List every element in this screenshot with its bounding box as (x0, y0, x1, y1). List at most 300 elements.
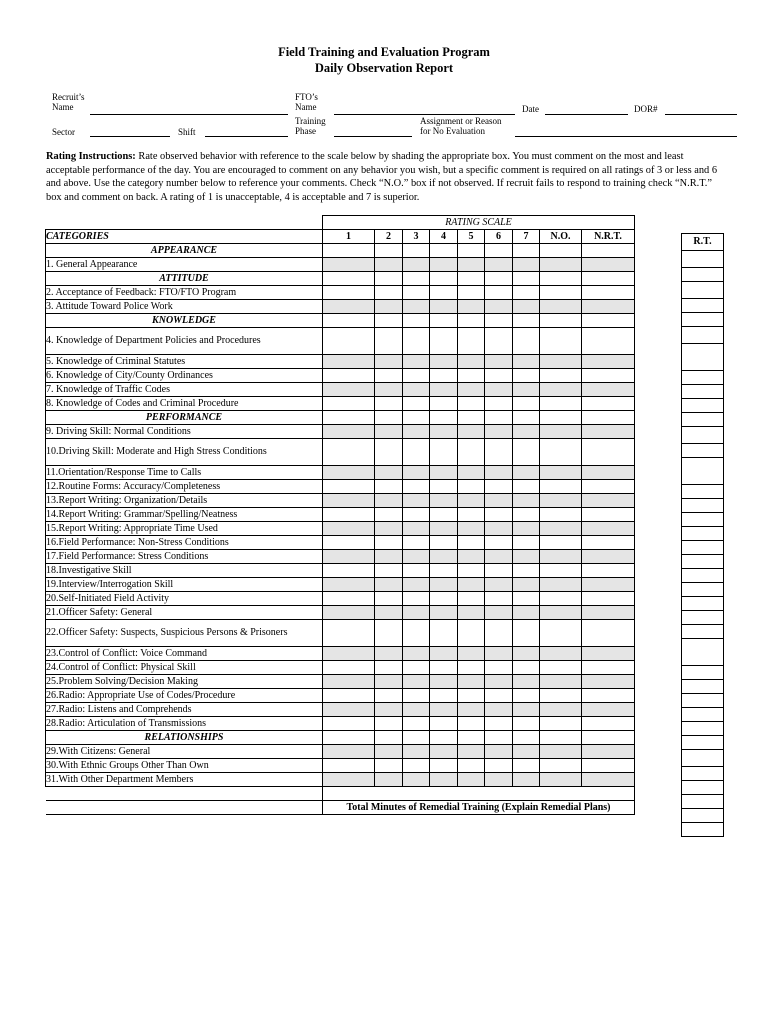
rating-cell[interactable] (540, 258, 582, 272)
rating-cell[interactable] (485, 355, 513, 369)
rt-cell[interactable] (682, 694, 724, 708)
rating-cell[interactable] (430, 661, 458, 675)
rating-cell[interactable] (513, 411, 540, 425)
rt-cell[interactable] (682, 680, 724, 694)
rating-cell[interactable] (323, 328, 375, 355)
rating-cell[interactable] (403, 564, 430, 578)
rating-cell[interactable] (582, 759, 635, 773)
rating-cell[interactable] (375, 494, 403, 508)
rating-cell[interactable] (430, 522, 458, 536)
rating-cell[interactable] (430, 272, 458, 286)
rating-cell[interactable] (430, 244, 458, 258)
rating-cell[interactable] (458, 745, 485, 759)
rt-cell[interactable] (682, 268, 724, 282)
rating-cell[interactable] (430, 300, 458, 314)
rating-cell[interactable] (540, 717, 582, 731)
rating-cell[interactable] (375, 661, 403, 675)
rating-cell[interactable] (323, 773, 375, 787)
rating-cell[interactable] (403, 466, 430, 480)
rating-cell[interactable] (403, 439, 430, 466)
rt-cell[interactable] (682, 371, 724, 385)
rating-cell[interactable] (430, 759, 458, 773)
rating-cell[interactable] (403, 606, 430, 620)
rating-cell[interactable] (540, 759, 582, 773)
rating-cell[interactable] (375, 647, 403, 661)
rating-cell[interactable] (485, 578, 513, 592)
rating-cell[interactable] (323, 314, 375, 328)
rating-cell[interactable] (403, 689, 430, 703)
rating-cell[interactable] (513, 286, 540, 300)
rating-cell[interactable] (582, 286, 635, 300)
rating-cell[interactable] (375, 550, 403, 564)
rating-cell[interactable] (513, 620, 540, 647)
rt-cell[interactable] (682, 597, 724, 611)
rating-cell[interactable] (485, 675, 513, 689)
rating-cell[interactable] (323, 606, 375, 620)
rating-cell[interactable] (430, 314, 458, 328)
rating-cell[interactable] (430, 689, 458, 703)
rating-cell[interactable] (540, 606, 582, 620)
rating-cell[interactable] (323, 745, 375, 759)
rating-cell[interactable] (430, 383, 458, 397)
rating-cell[interactable] (582, 272, 635, 286)
rating-cell[interactable] (375, 508, 403, 522)
rating-cell[interactable] (403, 494, 430, 508)
rating-cell[interactable] (582, 578, 635, 592)
rating-cell[interactable] (458, 383, 485, 397)
rating-cell[interactable] (582, 661, 635, 675)
rating-cell[interactable] (582, 745, 635, 759)
rating-cell[interactable] (375, 466, 403, 480)
rt-cell[interactable] (682, 611, 724, 625)
rating-cell[interactable] (323, 369, 375, 383)
rating-cell[interactable] (375, 564, 403, 578)
rating-cell[interactable] (458, 494, 485, 508)
rating-cell[interactable] (540, 661, 582, 675)
rt-cell[interactable] (682, 708, 724, 722)
rating-cell[interactable] (513, 717, 540, 731)
rating-cell[interactable] (582, 397, 635, 411)
rating-cell[interactable] (458, 661, 485, 675)
rating-cell[interactable] (403, 536, 430, 550)
rating-cell[interactable] (513, 258, 540, 272)
rating-cell[interactable] (540, 773, 582, 787)
rating-cell[interactable] (540, 300, 582, 314)
rating-cell[interactable] (513, 300, 540, 314)
rating-cell[interactable] (485, 244, 513, 258)
rating-cell[interactable] (485, 508, 513, 522)
rating-cell[interactable] (540, 522, 582, 536)
date-field[interactable] (545, 114, 628, 115)
rating-cell[interactable] (513, 383, 540, 397)
rt-cell[interactable] (682, 313, 724, 327)
rating-cell[interactable] (513, 397, 540, 411)
rating-cell[interactable] (403, 369, 430, 383)
rating-cell[interactable] (430, 578, 458, 592)
rating-cell[interactable] (375, 272, 403, 286)
rating-cell[interactable] (375, 411, 403, 425)
rating-cell[interactable] (540, 731, 582, 745)
rating-cell[interactable] (403, 258, 430, 272)
rating-cell[interactable] (540, 480, 582, 494)
rating-cell[interactable] (485, 328, 513, 355)
rating-cell[interactable] (403, 355, 430, 369)
rating-cell[interactable] (323, 425, 375, 439)
rt-cell[interactable] (682, 795, 724, 809)
rating-cell[interactable] (458, 592, 485, 606)
rating-cell[interactable] (403, 578, 430, 592)
rating-cell[interactable] (430, 258, 458, 272)
rating-cell[interactable] (323, 258, 375, 272)
rating-cell[interactable] (323, 689, 375, 703)
rating-cell[interactable] (582, 647, 635, 661)
rating-cell[interactable] (430, 703, 458, 717)
rating-cell[interactable] (513, 759, 540, 773)
rating-cell[interactable] (582, 606, 635, 620)
rating-cell[interactable] (403, 314, 430, 328)
rating-cell[interactable] (458, 480, 485, 494)
rating-cell[interactable] (323, 536, 375, 550)
rating-cell[interactable] (485, 466, 513, 480)
rating-cell[interactable] (513, 647, 540, 661)
rating-cell[interactable] (323, 466, 375, 480)
rating-cell[interactable] (403, 411, 430, 425)
rating-cell[interactable] (582, 536, 635, 550)
rating-cell[interactable] (485, 620, 513, 647)
rating-cell[interactable] (430, 717, 458, 731)
rating-cell[interactable] (458, 578, 485, 592)
rating-cell[interactable] (485, 369, 513, 383)
rating-cell[interactable] (485, 425, 513, 439)
rating-cell[interactable] (375, 425, 403, 439)
rating-cell[interactable] (540, 328, 582, 355)
rating-cell[interactable] (403, 508, 430, 522)
rating-cell[interactable] (403, 480, 430, 494)
rating-cell[interactable] (375, 286, 403, 300)
rating-cell[interactable] (582, 480, 635, 494)
rt-cell[interactable] (682, 299, 724, 313)
rating-cell[interactable] (375, 606, 403, 620)
rt-cell[interactable] (682, 809, 724, 823)
rating-cell[interactable] (458, 522, 485, 536)
rating-cell[interactable] (540, 397, 582, 411)
assignment-field[interactable] (515, 136, 737, 137)
rt-cell[interactable] (682, 282, 724, 299)
rating-cell[interactable] (430, 620, 458, 647)
rating-cell[interactable] (485, 689, 513, 703)
rating-cell[interactable] (458, 717, 485, 731)
rating-cell[interactable] (403, 425, 430, 439)
rating-cell[interactable] (485, 439, 513, 466)
rating-cell[interactable] (513, 564, 540, 578)
rating-cell[interactable] (540, 689, 582, 703)
rating-cell[interactable] (458, 286, 485, 300)
rating-cell[interactable] (323, 717, 375, 731)
rating-cell[interactable] (323, 661, 375, 675)
rating-cell[interactable] (458, 689, 485, 703)
rating-cell[interactable] (375, 536, 403, 550)
rating-cell[interactable] (485, 480, 513, 494)
rating-cell[interactable] (458, 703, 485, 717)
rating-cell[interactable] (485, 661, 513, 675)
rating-cell[interactable] (323, 439, 375, 466)
rt-cell[interactable] (682, 555, 724, 569)
rating-cell[interactable] (403, 717, 430, 731)
rating-cell[interactable] (403, 272, 430, 286)
rating-cell[interactable] (513, 731, 540, 745)
rating-cell[interactable] (582, 300, 635, 314)
rating-cell[interactable] (485, 606, 513, 620)
rating-cell[interactable] (375, 717, 403, 731)
rt-cell[interactable] (682, 666, 724, 680)
rating-cell[interactable] (375, 592, 403, 606)
rating-cell[interactable] (513, 578, 540, 592)
rating-cell[interactable] (513, 592, 540, 606)
rating-cell[interactable] (540, 494, 582, 508)
rating-cell[interactable] (323, 300, 375, 314)
rating-cell[interactable] (375, 314, 403, 328)
shift-field[interactable] (205, 136, 288, 137)
rt-cell[interactable] (682, 458, 724, 485)
rating-cell[interactable] (540, 369, 582, 383)
rating-cell[interactable] (323, 564, 375, 578)
rating-cell[interactable] (485, 550, 513, 564)
rating-cell[interactable] (430, 647, 458, 661)
rating-cell[interactable] (513, 272, 540, 286)
rating-cell[interactable] (403, 328, 430, 355)
rating-cell[interactable] (430, 439, 458, 466)
rating-cell[interactable] (582, 522, 635, 536)
rating-cell[interactable] (582, 355, 635, 369)
rating-cell[interactable] (540, 286, 582, 300)
rating-cell[interactable] (458, 355, 485, 369)
rating-cell[interactable] (375, 759, 403, 773)
rating-cell[interactable] (485, 258, 513, 272)
rt-cell[interactable] (682, 569, 724, 583)
rating-cell[interactable] (513, 689, 540, 703)
rating-cell[interactable] (323, 272, 375, 286)
rating-cell[interactable] (458, 425, 485, 439)
rating-cell[interactable] (430, 494, 458, 508)
rating-cell[interactable] (430, 550, 458, 564)
sector-field[interactable] (90, 136, 170, 137)
rating-cell[interactable] (458, 675, 485, 689)
rating-cell[interactable] (458, 314, 485, 328)
rating-cell[interactable] (582, 564, 635, 578)
rating-cell[interactable] (403, 731, 430, 745)
rating-cell[interactable] (485, 647, 513, 661)
rating-cell[interactable] (430, 397, 458, 411)
rating-cell[interactable] (513, 425, 540, 439)
rating-cell[interactable] (485, 494, 513, 508)
rating-cell[interactable] (540, 314, 582, 328)
rating-cell[interactable] (375, 675, 403, 689)
rt-cell[interactable] (682, 251, 724, 268)
rating-cell[interactable] (513, 745, 540, 759)
rating-cell[interactable] (458, 411, 485, 425)
rating-cell[interactable] (375, 397, 403, 411)
rating-cell[interactable] (375, 244, 403, 258)
training-phase-field[interactable] (334, 136, 412, 137)
rating-cell[interactable] (513, 328, 540, 355)
rating-cell[interactable] (540, 620, 582, 647)
rating-cell[interactable] (375, 439, 403, 466)
rating-cell[interactable] (375, 369, 403, 383)
rating-cell[interactable] (540, 564, 582, 578)
rating-cell[interactable] (582, 620, 635, 647)
rating-cell[interactable] (458, 647, 485, 661)
rating-cell[interactable] (403, 244, 430, 258)
rating-cell[interactable] (540, 675, 582, 689)
rating-cell[interactable] (430, 675, 458, 689)
rating-cell[interactable] (323, 578, 375, 592)
rating-cell[interactable] (582, 717, 635, 731)
rt-cell[interactable] (682, 722, 724, 736)
rating-cell[interactable] (485, 717, 513, 731)
rating-cell[interactable] (323, 383, 375, 397)
rating-cell[interactable] (513, 244, 540, 258)
rating-cell[interactable] (403, 661, 430, 675)
rating-cell[interactable] (513, 675, 540, 689)
rating-cell[interactable] (513, 536, 540, 550)
rating-cell[interactable] (430, 480, 458, 494)
rating-cell[interactable] (430, 536, 458, 550)
rating-cell[interactable] (582, 425, 635, 439)
rating-cell[interactable] (485, 383, 513, 397)
rating-cell[interactable] (403, 773, 430, 787)
rating-cell[interactable] (458, 731, 485, 745)
rating-cell[interactable] (458, 550, 485, 564)
rating-cell[interactable] (458, 328, 485, 355)
rating-cell[interactable] (458, 564, 485, 578)
rt-cell[interactable] (682, 513, 724, 527)
rating-cell[interactable] (430, 773, 458, 787)
rating-cell[interactable] (540, 578, 582, 592)
rating-cell[interactable] (540, 745, 582, 759)
rating-cell[interactable] (323, 647, 375, 661)
rating-cell[interactable] (323, 675, 375, 689)
rating-cell[interactable] (458, 536, 485, 550)
rating-cell[interactable] (485, 314, 513, 328)
rating-cell[interactable] (458, 508, 485, 522)
rating-cell[interactable] (513, 773, 540, 787)
rt-cell[interactable] (682, 499, 724, 513)
rating-cell[interactable] (430, 606, 458, 620)
rating-cell[interactable] (403, 550, 430, 564)
rt-cell[interactable] (682, 639, 724, 666)
rating-cell[interactable] (540, 439, 582, 466)
rating-cell[interactable] (485, 272, 513, 286)
rating-cell[interactable] (582, 466, 635, 480)
rating-cell[interactable] (323, 411, 375, 425)
rating-cell[interactable] (540, 466, 582, 480)
rating-cell[interactable] (430, 328, 458, 355)
dor-field[interactable] (665, 114, 737, 115)
rt-cell[interactable] (682, 583, 724, 597)
rating-cell[interactable] (582, 383, 635, 397)
rating-cell[interactable] (403, 745, 430, 759)
rating-cell[interactable] (485, 564, 513, 578)
rating-cell[interactable] (582, 494, 635, 508)
rating-cell[interactable] (540, 355, 582, 369)
rating-cell[interactable] (323, 397, 375, 411)
rating-cell[interactable] (403, 397, 430, 411)
rating-cell[interactable] (582, 550, 635, 564)
rt-cell[interactable] (682, 385, 724, 399)
rating-cell[interactable] (375, 522, 403, 536)
rating-cell[interactable] (513, 522, 540, 536)
rt-cell[interactable] (682, 527, 724, 541)
rating-cell[interactable] (375, 355, 403, 369)
rating-cell[interactable] (430, 411, 458, 425)
rating-cell[interactable] (323, 480, 375, 494)
rt-cell[interactable] (682, 327, 724, 344)
rating-cell[interactable] (403, 300, 430, 314)
rating-cell[interactable] (375, 578, 403, 592)
rating-cell[interactable] (403, 647, 430, 661)
rating-cell[interactable] (513, 661, 540, 675)
rating-cell[interactable] (458, 258, 485, 272)
rating-cell[interactable] (582, 703, 635, 717)
rt-total-cell[interactable] (682, 823, 724, 837)
rating-cell[interactable] (430, 425, 458, 439)
rating-cell[interactable] (323, 522, 375, 536)
rt-cell[interactable] (682, 767, 724, 781)
rt-cell[interactable] (682, 750, 724, 767)
rating-cell[interactable] (375, 258, 403, 272)
rating-cell[interactable] (323, 494, 375, 508)
rating-cell[interactable] (458, 397, 485, 411)
rating-cell[interactable] (485, 703, 513, 717)
rating-cell[interactable] (540, 550, 582, 564)
rating-cell[interactable] (485, 397, 513, 411)
rating-cell[interactable] (513, 480, 540, 494)
rating-cell[interactable] (403, 675, 430, 689)
rating-cell[interactable] (430, 369, 458, 383)
rating-cell[interactable] (582, 439, 635, 466)
rating-cell[interactable] (375, 773, 403, 787)
rating-cell[interactable] (403, 592, 430, 606)
rating-cell[interactable] (582, 592, 635, 606)
rating-cell[interactable] (582, 328, 635, 355)
rating-cell[interactable] (403, 522, 430, 536)
rating-cell[interactable] (458, 272, 485, 286)
rt-cell[interactable] (682, 399, 724, 413)
rating-cell[interactable] (513, 508, 540, 522)
rating-cell[interactable] (430, 564, 458, 578)
rating-cell[interactable] (540, 592, 582, 606)
rating-cell[interactable] (485, 522, 513, 536)
rating-cell[interactable] (375, 480, 403, 494)
rating-cell[interactable] (513, 355, 540, 369)
rating-cell[interactable] (582, 773, 635, 787)
rating-cell[interactable] (485, 536, 513, 550)
rating-cell[interactable] (323, 508, 375, 522)
rating-cell[interactable] (582, 244, 635, 258)
recruit-name-field[interactable] (90, 114, 288, 115)
rating-cell[interactable] (513, 314, 540, 328)
rating-cell[interactable] (375, 328, 403, 355)
rating-cell[interactable] (403, 620, 430, 647)
rt-cell[interactable] (682, 736, 724, 750)
rating-cell[interactable] (430, 745, 458, 759)
rating-cell[interactable] (458, 773, 485, 787)
rating-cell[interactable] (540, 383, 582, 397)
rating-cell[interactable] (458, 300, 485, 314)
rating-cell[interactable] (375, 703, 403, 717)
rating-cell[interactable] (540, 411, 582, 425)
rating-cell[interactable] (513, 550, 540, 564)
